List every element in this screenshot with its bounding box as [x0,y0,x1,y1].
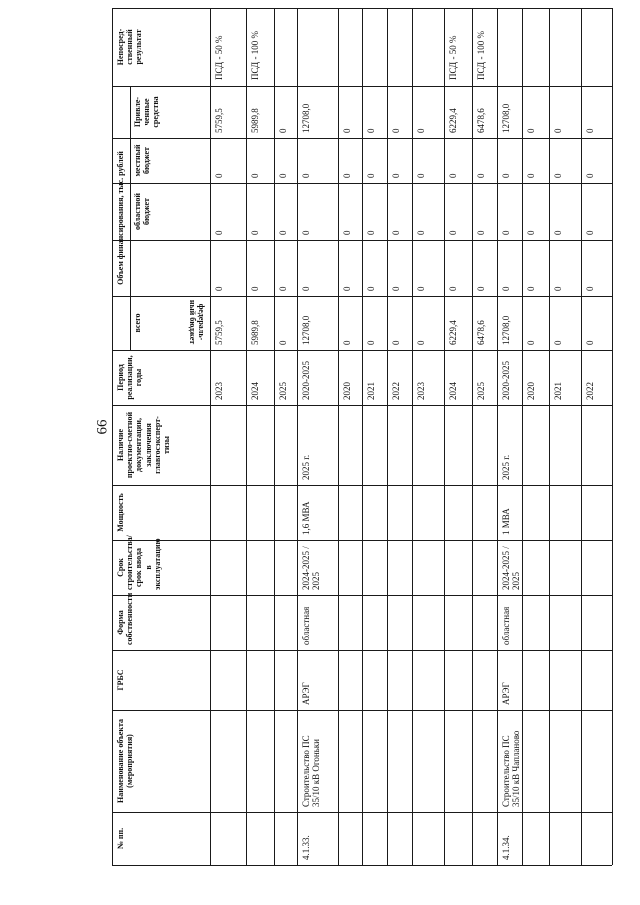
row-year: 2020 [342,382,352,400]
row-local: 0 [366,173,376,178]
table-bottom-border [112,865,612,866]
row-local: 0 [301,173,311,178]
row-local: 0 [448,173,458,178]
row-attracted: 0 [278,128,288,133]
object-ownership: областная [301,606,311,645]
row-year: 2020 [526,382,536,400]
object-name: Строительство ПС 35/10 кВ Огоньки [301,735,322,807]
row-federal: 0 [366,286,376,291]
row-federal: 0 [585,286,595,291]
header-capacity: Мощность [116,493,125,532]
row-year: 2024 [448,382,458,400]
row-result: ПСД - 50 % [214,35,224,80]
row-regional: 0 [391,230,401,235]
object-grbs: АРЭГ [301,682,311,705]
header-term: Срок строительства/ срок ввода в эксплуатацию [116,535,162,590]
header-local: местный бюджет [133,144,152,177]
row-attracted: 0 [585,128,595,133]
row-result [550,8,580,84]
row-local: 0 [391,173,401,178]
row-total: 12708,0 [501,315,511,345]
header-total: всего [133,313,142,333]
row-local: 0 [416,173,426,178]
row-federal: 0 [342,286,352,291]
header-name: Наименование объекта (мероприятия) [116,719,135,803]
row-attracted: 6478,6 [476,108,486,133]
row-result: ПСД - 100 % [250,31,260,80]
row-local: 0 [476,173,486,178]
header-federal: федераль-ный бюджет [187,299,206,345]
row-attracted: 0 [342,128,352,133]
row-attracted: 12708,0 [301,103,311,133]
row-result [363,8,386,84]
row-federal: 0 [278,286,288,291]
row-regional: 0 [214,230,224,235]
row-regional: 0 [342,230,352,235]
row-regional: 0 [278,230,288,235]
row-local: 0 [250,173,260,178]
header-financing: Объем финансирования, тыс. рублей [116,151,125,285]
header-period: Период реализации, годы [116,355,144,400]
row-total: 0 [278,340,288,345]
row-regional: 0 [250,230,260,235]
object-ownership: областная [501,606,511,645]
row-total: 5759,5 [214,320,224,345]
row-local: 0 [342,173,352,178]
object-term: 2024-2025 / 2025 [501,546,522,590]
row-attracted: 0 [416,128,426,133]
row-year: 2021 [553,382,563,400]
header-ownership: Форма собственности [116,592,135,645]
row-local: 0 [526,173,536,178]
row-local: 0 [501,173,511,178]
object-grbs: АРЭГ [501,682,511,705]
row-regional: 0 [476,230,486,235]
row-local: 0 [278,173,288,178]
empty-continuation-cell [211,406,297,865]
row-attracted: 0 [526,128,536,133]
row-federal: 0 [250,286,260,291]
row-attracted: 6229,4 [448,108,458,133]
row-year: 2023 [214,382,224,400]
row-federal: 0 [301,286,311,291]
row-result [413,8,443,84]
object-psd: 2025 г. [301,454,311,480]
page-number: 66 [94,419,111,435]
object-term: 2024-2025 / 2025 [301,546,322,590]
header-result: Непосред-ственный результат [116,28,144,66]
object-separator [297,405,298,865]
row-result [523,8,548,84]
row-year: 2025 [476,382,486,400]
row-regional: 0 [448,230,458,235]
object-capacity: 1,6 МВА [301,501,311,535]
row-year: 2022 [585,382,595,400]
row-total: 0 [526,340,536,345]
row-total: 6478,6 [476,320,486,345]
row-regional: 0 [416,230,426,235]
row-total: 0 [391,340,401,345]
row-attracted: 0 [553,128,563,133]
header-num: № пп. [116,827,125,850]
row-federal: 0 [553,286,563,291]
row-year: 2023 [416,382,426,400]
row-total: 12708,0 [301,315,311,345]
row-local: 0 [553,173,563,178]
row-result: ПСД - 100 % [476,31,486,80]
header-psd: Наличие проектно-сметной документации, заключения главгосэксперт-тизы [116,411,171,479]
row-total: 5989,8 [250,320,260,345]
row-regional: 0 [553,230,563,235]
row-year: 2021 [366,382,376,400]
row-federal: 0 [391,286,401,291]
row-total: 0 [553,340,563,345]
row-result [388,8,411,84]
row-federal: 0 [214,286,224,291]
row-local: 0 [214,173,224,178]
row-federal: 0 [526,286,536,291]
row-regional: 0 [501,230,511,235]
row-result [275,8,296,84]
header-grbs: ГРБС [116,669,125,691]
row-federal: 0 [448,286,458,291]
row-regional: 0 [585,230,595,235]
row-attracted: 5759,5 [214,108,224,133]
row-year: 2022 [391,382,401,400]
object-number: 4.1.34. [501,835,511,860]
row-result [298,8,337,84]
row-total: 0 [416,340,426,345]
header-regional: областной бюджет [133,193,152,230]
row-federal: 0 [501,286,511,291]
row-year: 2024 [250,382,260,400]
table-right-border [612,8,613,865]
row-total: 0 [366,340,376,345]
row-total: 0 [342,340,352,345]
row-federal: 0 [416,286,426,291]
row-total: 0 [585,340,595,345]
row-attracted: 5989,8 [250,108,260,133]
row-attracted: 0 [391,128,401,133]
row-regional: 0 [366,230,376,235]
object-separator [497,405,498,865]
row-result [582,8,611,84]
row-attracted: 12708,0 [501,103,511,133]
row-result: ПСД - 50 % [448,35,458,80]
row-regional: 0 [526,230,536,235]
row-year: 2020-2025 [301,361,311,400]
row-result [339,8,361,84]
object-psd: 2025 г. [501,454,511,480]
header-attracted: Привле-ченные средства [133,96,161,128]
row-result [498,8,521,84]
row-federal: 0 [476,286,486,291]
row-attracted: 0 [366,128,376,133]
row-year: 2025 [278,382,288,400]
row-local: 0 [585,173,595,178]
object-number: 4.1.33. [301,835,311,860]
row-regional: 0 [301,230,311,235]
object-capacity: 1 МВА [501,508,511,535]
row-year: 2020-2025 [501,361,511,400]
row-total: 6229,4 [448,320,458,345]
financing-sub-divider [130,86,131,350]
object-name: Строительство ПС 35/10 кВ Чапланово [501,730,522,807]
